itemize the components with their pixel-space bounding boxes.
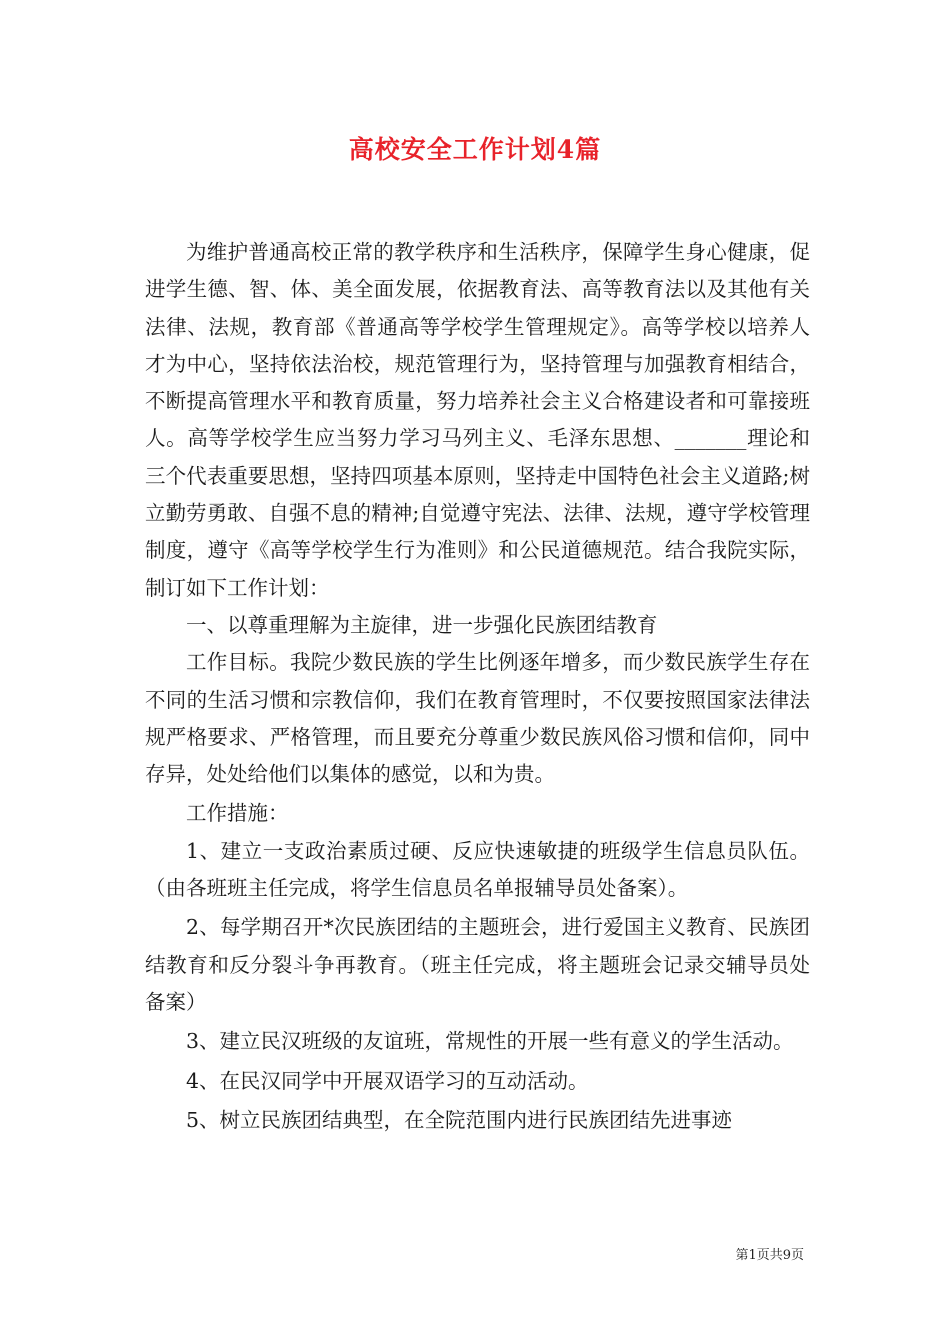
section-heading-1: 一、以尊重理解为主旋律，进一步强化民族团结教育 — [186, 612, 658, 637]
list-item-measure-4: 4、在民汉同学中开展双语学习的互动活动。 — [186, 1068, 589, 1093]
list-item-measure-2: 2、每学期召开*次民族团结的主题班会，进行爱国主义教育、民族团结教育和反分裂斗争再教育。（班主任完成，将主题班会记录交辅导员处备案） — [145, 915, 810, 1014]
paragraph-work-goal: 工作目标。我院少数民族的学生比例逐年增多，而少数民族学生存在不同的生活习惯和宗教信仰，我们在教育管理时，不仅要按照国家法律法规严格要求、严格管理，而且要充分尊重少数民族风俗习惯和信仰，同中存异，处处给他们以集体的感觉，以和为贵。 — [145, 650, 810, 787]
list-item-measure-3: 3、建立民汉班级的友谊班，常规性的开展一些有意义的学生活动。 — [186, 1029, 794, 1054]
document-body — [145, 234, 810, 1139]
list-item-measure-5: 5、树立民族团结典型，在全院范围内进行民族团结先进事迹 — [186, 1107, 733, 1132]
list-item-measure-1: 1、建立一支政治素质过硬、反应快速敏捷的班级学生信息员队伍。（由各班班主任完成，将学生信息员名单报辅导员处备案）。 — [145, 838, 810, 901]
document-title: 高校安全工作计划4篇 — [348, 135, 602, 164]
page-number-footer: 第1页共9页 — [735, 1248, 804, 1263]
paragraph-work-measures: 工作措施： — [186, 801, 289, 826]
paragraph-intro: 为维护普通高校正常的教学秩序和生活秩序，保障学生身心健康，促进学生德、智、体、美全面发展，依据教育法、高等教育法以及其他有关法律、法规，教育部《普通高等学校学生管理规定》。高等学校以培养人才为中心，坚持依法治校，规范管理行为，坚持管理与加强教育相结合，不断提高管理水平和教育质量，努力培养社会主义合格建设者和可靠接班人。高等学校学生应当努力学习马列主义、毛泽东思想、_______理论和三个代表重要思想，坚持四项基本原则，坚持走中国特色社会主义道路;树立勤劳勇敢、自强不息的精神;自觉遵守宪法、法律、法规，遵守学校管理制度，遵守《高等学校学生行为准则》和公民道德规范。结合我院实际，制订如下工作计划： — [145, 240, 810, 600]
